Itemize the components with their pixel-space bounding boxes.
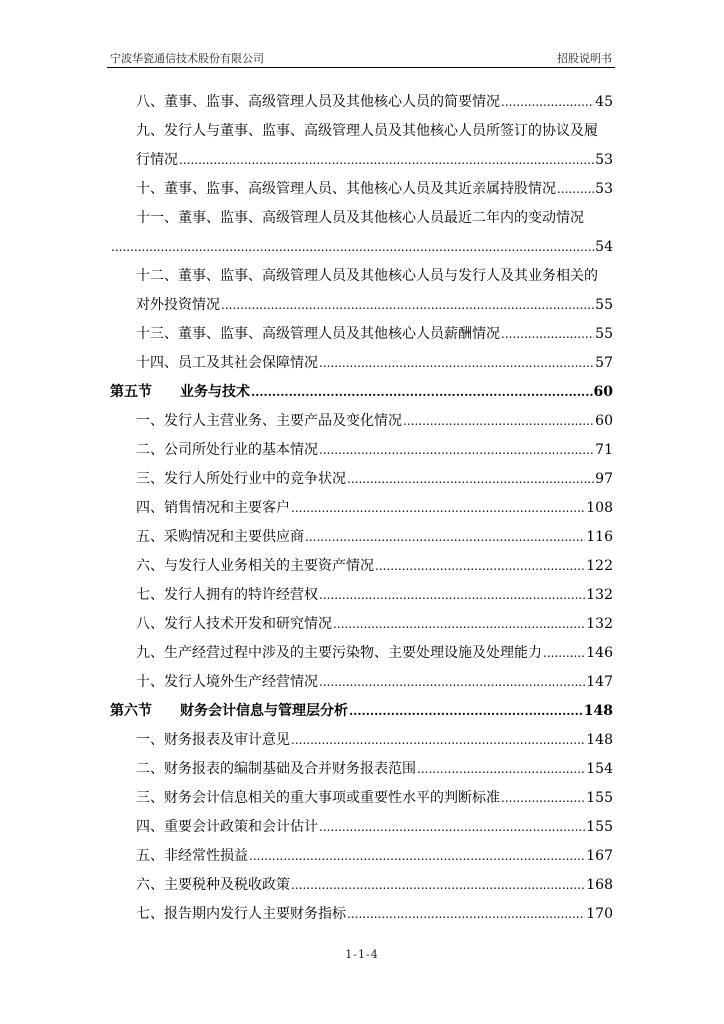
company-name: 宁波华瓷通信技术股份有限公司 bbox=[110, 52, 264, 65]
toc-entry[interactable] bbox=[110, 494, 613, 523]
toc-entry-page: 55 bbox=[595, 297, 613, 313]
toc-entry-title: 二、财务报表的编制基础及合并财务报表范围 bbox=[136, 761, 416, 777]
toc-entry-page: 116 bbox=[586, 529, 613, 545]
toc-entry-page: 60 bbox=[595, 413, 613, 429]
toc-entry-title: 十三、董事、监事、高级管理人员及其他核心人员薪酬情况 bbox=[136, 326, 500, 342]
toc-entry-title: 六、与发行人业务相关的主要资产情况 bbox=[136, 558, 374, 574]
leader-dots bbox=[403, 407, 594, 436]
leader-dots bbox=[501, 88, 594, 117]
toc-entry[interactable] bbox=[110, 668, 613, 697]
toc-entry-page: 147 bbox=[586, 674, 613, 690]
toc-entry-title: 六、主要税种及税收政策 bbox=[136, 877, 290, 893]
toc-entry-title: 十、发行人境外生产经营情况 bbox=[136, 674, 318, 690]
leader-dots bbox=[319, 349, 594, 378]
toc-entry-page: 154 bbox=[586, 761, 613, 777]
leader-dots bbox=[305, 523, 585, 552]
header-rule bbox=[107, 67, 615, 68]
toc-entry[interactable] bbox=[110, 262, 613, 291]
toc-entry[interactable] bbox=[110, 523, 613, 552]
section-number: 第六节 bbox=[110, 703, 152, 719]
leader-dots bbox=[319, 813, 585, 842]
toc-entry-title: 三、财务会计信息相关的重大事项或重要性水平的判断标准 bbox=[136, 790, 500, 806]
section-page: 148 bbox=[583, 703, 613, 719]
toc-entry-page: 132 bbox=[586, 616, 613, 632]
toc-entry-title: 四、销售情况和主要客户 bbox=[136, 500, 290, 516]
section-number: 第五节 bbox=[110, 384, 152, 400]
toc-entry-page: 148 bbox=[586, 732, 613, 748]
toc-entry-title: 十四、员工及其社会保障情况 bbox=[136, 355, 318, 371]
toc-entry[interactable] bbox=[110, 639, 613, 668]
leader-dots bbox=[319, 581, 585, 610]
toc-entry-title: 十一、董事、监事、高级管理人员及其他核心人员最近二年内的变动情况 bbox=[136, 210, 584, 226]
toc-entry-title: 八、发行人技术开发和研究情况 bbox=[136, 616, 332, 632]
toc-entry[interactable] bbox=[110, 726, 613, 755]
toc-entry[interactable] bbox=[110, 349, 613, 378]
toc-entry-title: 一、发行人主营业务、主要产品及变化情况 bbox=[136, 413, 402, 429]
toc-entry-title-cont: 对外投资情况 bbox=[136, 297, 220, 313]
toc-entry-title: 十、董事、监事、高级管理人员、其他核心人员及其近亲属持股情况 bbox=[136, 181, 556, 197]
toc-entry-page: 167 bbox=[586, 848, 613, 864]
leader-dots bbox=[501, 320, 594, 349]
toc-entry-title: 九、发行人与董事、监事、高级管理人员及其他核心人员所签订的协议及履 bbox=[136, 123, 598, 139]
toc-entry-page: 71 bbox=[595, 442, 613, 458]
toc-section-heading[interactable] bbox=[110, 697, 613, 726]
leader-dots bbox=[347, 900, 585, 929]
toc-entry-title: 七、报告期内发行人主要财务指标 bbox=[136, 906, 346, 922]
toc-entry[interactable] bbox=[110, 871, 613, 900]
table-of-contents bbox=[110, 88, 613, 929]
toc-entry[interactable] bbox=[110, 88, 613, 117]
toc-entry-title-cont: 行情况 bbox=[136, 152, 178, 168]
leader-dots bbox=[291, 726, 585, 755]
toc-entry-title: 十二、董事、监事、高级管理人员及其他核心人员与发行人及其业务相关的 bbox=[136, 268, 598, 284]
toc-entry-page: 57 bbox=[595, 355, 613, 371]
toc-entry-title: 二、公司所处行业的基本情况 bbox=[136, 442, 318, 458]
toc-entry[interactable] bbox=[110, 755, 613, 784]
leader-dots bbox=[111, 233, 594, 262]
toc-entry[interactable] bbox=[110, 175, 613, 204]
leader-dots bbox=[291, 494, 585, 523]
leader-dots bbox=[543, 639, 585, 668]
toc-entry[interactable] bbox=[110, 320, 613, 349]
toc-entry-title: 五、非经常性损益 bbox=[136, 848, 248, 864]
leader-dots bbox=[319, 436, 594, 465]
toc-section-heading[interactable] bbox=[110, 378, 613, 407]
leader-dots bbox=[375, 552, 585, 581]
leader-dots bbox=[221, 291, 594, 320]
toc-entry-title: 九、生产经营过程中涉及的主要污染物、主要处理设施及处理能力 bbox=[136, 645, 542, 661]
toc-entry[interactable] bbox=[110, 813, 613, 842]
toc-entry-page: 54 bbox=[595, 239, 613, 255]
toc-entry[interactable] bbox=[110, 465, 613, 494]
toc-entry[interactable] bbox=[110, 407, 613, 436]
toc-entry-title: 七、发行人拥有的特许经营权 bbox=[136, 587, 318, 603]
leader-dots bbox=[557, 175, 594, 204]
toc-entry-title: 一、财务报表及审计意见 bbox=[136, 732, 290, 748]
toc-entry-page: 132 bbox=[586, 587, 613, 603]
document-type: 招股说明书 bbox=[557, 52, 612, 65]
toc-entry[interactable] bbox=[110, 117, 613, 146]
toc-entry-page: 146 bbox=[586, 645, 613, 661]
toc-entry-title: 八、董事、监事、高级管理人员及其他核心人员的简要情况 bbox=[136, 94, 500, 110]
toc-entry-page: 55 bbox=[595, 326, 613, 342]
leader-dots bbox=[417, 755, 585, 784]
toc-entry-page: 168 bbox=[586, 877, 613, 893]
toc-entry-page: 45 bbox=[595, 94, 613, 110]
toc-entry[interactable] bbox=[110, 436, 613, 465]
section-page: 60 bbox=[593, 384, 613, 400]
leader-dots bbox=[179, 146, 594, 175]
toc-entry-title: 五、采购情况和主要供应商 bbox=[136, 529, 304, 545]
toc-entry[interactable] bbox=[110, 900, 613, 929]
leader-dots bbox=[347, 465, 594, 494]
toc-entry-continuation[interactable] bbox=[110, 291, 613, 320]
toc-entry[interactable] bbox=[110, 552, 613, 581]
toc-entry[interactable] bbox=[110, 784, 613, 813]
toc-entry-title: 三、发行人所处行业中的竞争状况 bbox=[136, 471, 346, 487]
toc-entry-title: 四、重要会计政策和会计估计 bbox=[136, 819, 318, 835]
page-header bbox=[107, 50, 615, 66]
toc-entry-continuation[interactable] bbox=[110, 233, 613, 262]
toc-entry-page: 97 bbox=[595, 471, 613, 487]
leader-dots bbox=[251, 378, 593, 407]
toc-entry[interactable] bbox=[110, 581, 613, 610]
leader-dots bbox=[291, 871, 585, 900]
section-title: 财务会计信息与管理层分析 bbox=[180, 703, 348, 719]
toc-entry[interactable] bbox=[110, 610, 613, 639]
toc-entry-page: 108 bbox=[586, 500, 613, 516]
toc-entry[interactable] bbox=[110, 842, 613, 871]
leader-dots bbox=[349, 697, 583, 726]
toc-entry-page: 170 bbox=[586, 906, 613, 922]
section-title: 业务与技术 bbox=[180, 384, 250, 400]
toc-entry-continuation[interactable] bbox=[110, 146, 613, 175]
toc-entry-page: 53 bbox=[595, 181, 613, 197]
leader-dots bbox=[249, 842, 585, 871]
leader-dots bbox=[319, 668, 585, 697]
leader-dots bbox=[333, 610, 585, 639]
leader-dots bbox=[501, 784, 585, 813]
toc-entry-page: 122 bbox=[586, 558, 613, 574]
toc-entry-page: 155 bbox=[586, 790, 613, 806]
toc-entry[interactable] bbox=[110, 204, 613, 233]
toc-entry-page: 155 bbox=[586, 819, 613, 835]
page-number: 1-1-4 bbox=[345, 948, 379, 961]
toc-entry-page: 53 bbox=[595, 152, 613, 168]
